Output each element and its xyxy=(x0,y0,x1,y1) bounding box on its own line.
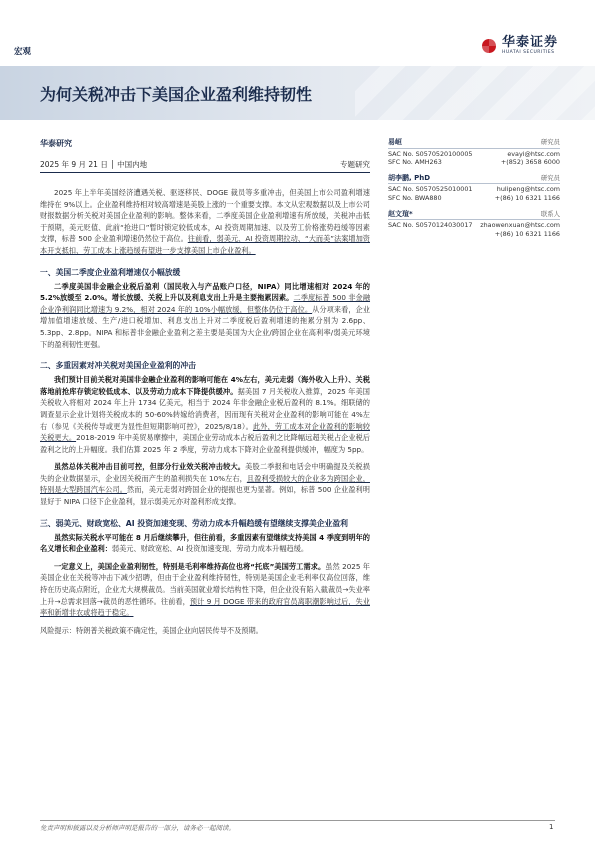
section-heading-2: 二、多重因素对冲关税对美国企业盈利的冲击 xyxy=(40,361,196,371)
title-banner xyxy=(0,66,595,120)
section-2-paragraph xyxy=(40,374,370,455)
section-2b-bold: 虽然总体关税冲击目前可控，但部分行业效关税冲击较大。 xyxy=(54,462,246,472)
analyst-sac: SAC No. S0570525010001 xyxy=(388,185,473,194)
analyst-phone: +(86) 10 6321 1166 xyxy=(494,193,560,202)
analyst-card xyxy=(388,210,560,239)
logo-name-cn: 华泰证券 xyxy=(502,35,559,50)
analyst-sac: SAC No. S0570124030017 xyxy=(388,221,473,230)
section-2-text-b: 2018-2019 年中美贸易摩擦中，美国企业劳动成本占税后盈利之比降幅远超关税占企业税后盈利之比的上升幅度。我们估算 2025 年 2 季度，劳动力成本下降对企业盈利提供缓冲，幅度为 5pp。 xyxy=(40,433,370,454)
summary-underlined: 往前看，弱美元、AI 投资周期拉动、“大而美”法案增加资本开支抵扣、劳工成本上涨趋缓有望进一步支撑美国上市企业盈利。 xyxy=(40,234,370,255)
section-1-bold: 二季度美国非金融企业税后盈利（国民收入与产品账户口径，NIPA）同比增速相对 2024 年的 5.2%放缓至 2.0%。增长放缓、关税上升以及利息支出上升是主要拖累因素。 xyxy=(40,281,370,303)
footer-disclaimer: 免责声明和披露以及分析师声明是报告的一部分，请务必一起阅读。 xyxy=(40,824,235,832)
analyst-sac: SAC No. S0570520100005 xyxy=(388,149,473,158)
report-date: 2025 年 9 月 21 日 │ 中国内地 xyxy=(40,160,148,169)
section-3-bold: 虽然实际关税水平可能在 8 月后继续攀升，但往前看，多重因素有望继续支持美国 4 季度到明年的名义增长和企业盈利： xyxy=(40,532,370,554)
section-3-text: 弱美元、财政宽松、AI 投资加速变现、劳动力成本升幅趋缓。 xyxy=(111,544,309,554)
section-2b-paragraph xyxy=(40,461,370,507)
section-heading-3: 三、弱美元、财政宽松、AI 投资加速变现、劳动力成本升幅趋缓有望继续支撑美企业盈利 xyxy=(40,518,348,528)
section-1-paragraph xyxy=(40,281,370,351)
section-3b-bold: 一定意义上，美国企业盈利韧性，特别是毛利率维持高位也将“托底”美国劳工需求。 xyxy=(54,561,326,571)
analyst-email[interactable]: hulipeng@htsc.com xyxy=(496,185,560,194)
logo-mark-icon xyxy=(480,37,498,55)
section-3-paragraph xyxy=(40,532,370,555)
analyst-card xyxy=(388,174,560,203)
brand-logo xyxy=(480,36,558,55)
analyst-email[interactable]: zhaowenxuan@htsc.com xyxy=(480,221,560,230)
risk-warning: 风险提示：特朗普关税政策不确定性，美国企业向居民传导不及预期。 xyxy=(40,625,263,635)
analyst-role: 联系人 xyxy=(540,209,560,218)
logo-name-en: HUATAI SECURITIES xyxy=(502,50,555,55)
analyst-sfc: SFC No. AMH263 xyxy=(388,158,442,167)
section-2b-text-b: 然而，美元走弱对跨国企业的提振也更为显著。例如，标普 500 企业盈利明显好于 NIPA 口径下企业盈利，显示弱美元亦对盈利形成支撑。 xyxy=(40,485,370,507)
section-1-text: 从分项来看，企业增加值增速放缓、生产/进口税增加、利息支出上升对二季度税后盈利增速的拖累分别为 2.6pp、5.3pp、2.8pp。NIPA 和标普非金融企业盈利之差主要是美国为大企业/跨国企业在高利率/弱美元环境下的盈利韧性更强。 xyxy=(40,304,370,349)
page-number: 1 xyxy=(549,823,554,831)
report-type: 专题研究 xyxy=(340,160,370,169)
section-2-underlined: 此外，劳工成本对企业盈利的影响较关税更大。 xyxy=(40,421,370,443)
meta-line xyxy=(40,159,370,173)
organization: 华泰研究 xyxy=(40,139,72,148)
report-title: 为何关税冲击下美国企业盈利维持韧性 xyxy=(40,85,313,104)
analyst-phone: +(86) 10 6321 1166 xyxy=(494,229,560,238)
section-1-underlined: 二季度标普 500 非金融企业净利润同比增速为 9.2%，相对 2024 年的 10%小幅放缓，但整体仍位于高位。 xyxy=(40,293,371,314)
analyst-card xyxy=(388,138,560,167)
analyst-name: 赵文瑄* xyxy=(388,209,413,218)
section-heading-1: 一、美国二季度企业盈利增速仅小幅放缓 xyxy=(40,267,181,277)
section-2b-underlined: 且盈利受损较大的企业多为跨国企业，特别是大型跨国汽车公司。 xyxy=(40,473,370,495)
section-2b-text: 美股二季报和电话会中明确提及关税损失的企业数据显示，企业因关税而产生的盈利损失在 10%左右， xyxy=(40,462,370,483)
section-3b-text: 虽然 2025 年美国企业在关税等冲击下减少招聘，但由于企业盈利维持韧性，特别是美国企业毛利率仅高位回落，维持在历史高点附近，企业尤大规模裁员。当前美国就业增长结构性下降，但企业没有陷入截裁员→失业率上升→总需求回落→裁员的恶性循环。往前看， xyxy=(40,561,370,606)
page-header xyxy=(0,0,595,64)
section-tag: 宏观 xyxy=(14,47,32,57)
analyst-email[interactable]: evayi@htsc.com xyxy=(507,149,560,158)
summary-paragraph xyxy=(40,187,370,257)
section-3b-underlined: 预计 9 月 DOGE 带来的政府官员离职潮影响过后，失业率和新增非农或将趋于稳定。 xyxy=(40,596,370,618)
main-column xyxy=(40,138,370,636)
analyst-role: 研究员 xyxy=(540,138,560,146)
analyst-phone: +(852) 3658 6000 xyxy=(500,158,560,167)
footer-divider xyxy=(40,820,555,821)
analyst-panel xyxy=(388,138,560,245)
section-3b-paragraph xyxy=(40,561,370,619)
section-2-text: 据美国 7 月关税收入推算，2025 年美国关税收入将相对 2024 年上升 1734 亿美元，相当于 2024 年非金融企业税后盈利的 8.1%。细联储的调查显示企业计划将关税成本的 50-60%转嫁给消费者，因而现有关税对企业盈利的影响可能在 4%左右（参见《关税传导或更为显性但短期影响可控》，2025/8/18）。 xyxy=(40,386,370,431)
analyst-sfc: SFC No. BWA880 xyxy=(388,193,442,202)
analyst-name: 易峘 xyxy=(388,138,402,146)
analyst-name: 胡李鹏, PhD xyxy=(388,173,431,182)
summary-text: 2025 年上半年美国经济遭遇关税、驱逐移民、DOGE 裁员等多重冲击，但美国上市公司盈利增速维持在 9%以上。企业盈利维持相对较高增速是美股上涨的一个重要支撑。本文从宏观数据以及上市公司财报数据分析关税对美国企业盈利的影响。整体来看，二季度美国企业盈利增速有所放缓，关税冲击低于预期，美元贬值、此前“抢进口”暂时锁定较低成本，AI 投资周期加速、以及劳工价格涨势趋缓等因素支撑，标普 500 企业盈利增速仍然位于高位。 xyxy=(40,188,370,244)
section-2-bold: 我们预计目前关税对美国非金融企业盈利的影响可能在 4%左右，美元走弱（海外收入上升）、关税落地前抢库存锁定较低成本、以及劳动力成本下降提供缓冲。 xyxy=(40,375,370,396)
analyst-role: 研究员 xyxy=(540,173,560,182)
